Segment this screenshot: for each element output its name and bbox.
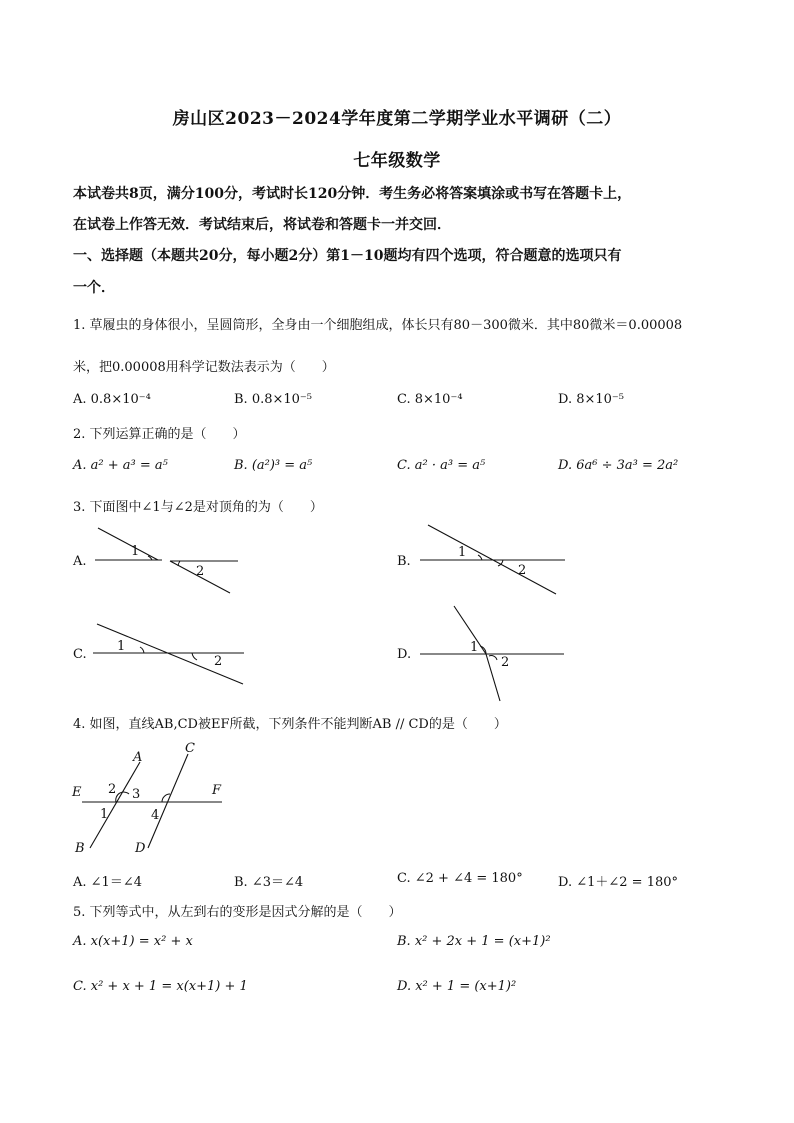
q4-option-a: A. ∠1＝∠4 [73, 875, 142, 890]
q4-label-a: A [133, 750, 143, 765]
q1-stem-line-2: 米，把0.00008用科学记数法表示为（ ） [73, 360, 335, 375]
section-heading-line-2: 一个． [73, 280, 115, 296]
q5-stem: 5. 下列等式中，从左到右的变形是因式分解的是（ ） [73, 905, 402, 920]
exam-title: 房山区2023－2024学年度第二学期学业水平调研（二） [172, 109, 622, 129]
instructions-line-2: 在试卷上作答无效．考试结束后，将试卷和答题卡一并交回． [73, 217, 451, 233]
q3-b-angle-1: 1 [458, 545, 467, 560]
q4-stem: 4. 如图，直线AB,CD被EF所截，下列条件不能判断AB // CD的是（ ） [73, 717, 507, 732]
q5-option-b: B. x² + 2x + 1 = (x+1)² [397, 934, 551, 949]
q3-figure-a [95, 528, 238, 593]
q3-a-angle-1: 1 [131, 544, 140, 559]
q3-c-angle-1: 1 [117, 639, 126, 654]
q2-stem: 2. 下列运算正确的是（ ） [73, 427, 246, 442]
q4-label-f: F [212, 783, 222, 798]
q3-figure-d [420, 606, 564, 701]
section-heading-line-1: 一、选择题（本题共20分，每小题2分）第1－10题均有四个选项，符合题意的选项只有 [73, 248, 622, 264]
q4-option-d: D. ∠1＋∠2 = 180° [558, 875, 679, 890]
exam-subtitle: 七年级数学 [353, 151, 441, 171]
q4-label-c: C [185, 741, 195, 756]
q4-option-b: B. ∠3＝∠4 [234, 875, 304, 890]
q3-figure-c [93, 624, 244, 684]
q1-stem-line-1: 1. 草履虫的身体很小，呈圆筒形，全身由一个细胞组成，体长只有80－300微米．其中80微米＝0.00008 [73, 318, 683, 333]
q5-option-a: A. x(x+1) = x² + x [73, 934, 193, 949]
q5-option-c: C. x² + x + 1 = x(x+1) + 1 [73, 979, 248, 994]
q4-label-d: D [135, 841, 146, 856]
q3-stem: 3. 下面图中∠1与∠2是对顶角的为（ ） [73, 500, 323, 515]
q3-option-c-label: C. [73, 647, 87, 662]
q3-option-a-label: A. [73, 554, 87, 569]
q2-option-c: C. a² · a³ = a⁵ [397, 458, 486, 473]
q4-label-b: B [75, 841, 85, 856]
q3-option-b-label: B. [397, 554, 411, 569]
instructions-line-1: 本试卷共8页，满分100分，考试时长120分钟．考生务必将答案填涂或书写在答题卡上， [73, 186, 632, 202]
q3-a-angle-2: 2 [196, 564, 205, 579]
q5-option-d: D. x² + 1 = (x+1)² [397, 979, 517, 994]
q4-option-c: C. ∠2 + ∠4 = 180° [397, 871, 523, 886]
q3-d-angle-2: 2 [501, 655, 510, 670]
q4-angle-1: 1 [100, 807, 109, 822]
q2-option-a: A. a² + a³ = a⁵ [73, 458, 168, 473]
q4-figure [71, 741, 222, 856]
q3-d-angle-1: 1 [470, 640, 479, 655]
q3-figure-b [420, 525, 565, 594]
q1-option-d: D. 8×10⁻⁵ [558, 392, 625, 407]
q2-option-d: D. 6a⁶ ÷ 3a³ = 2a² [558, 458, 679, 473]
q1-option-a: A. 0.8×10⁻⁴ [73, 392, 151, 407]
q4-angle-3: 3 [132, 787, 141, 802]
q3-option-d-label: D. [397, 647, 412, 662]
q2-option-b: B. (a²)³ = a⁵ [234, 458, 313, 473]
q4-label-e: E [72, 785, 82, 800]
q3-c-angle-2: 2 [214, 654, 223, 669]
q1-option-c: C. 8×10⁻⁴ [397, 392, 463, 407]
q3-b-angle-2: 2 [518, 563, 527, 578]
q4-angle-2: 2 [108, 782, 117, 797]
q4-angle-4: 4 [151, 808, 160, 823]
q1-option-b: B. 0.8×10⁻⁵ [234, 392, 312, 407]
